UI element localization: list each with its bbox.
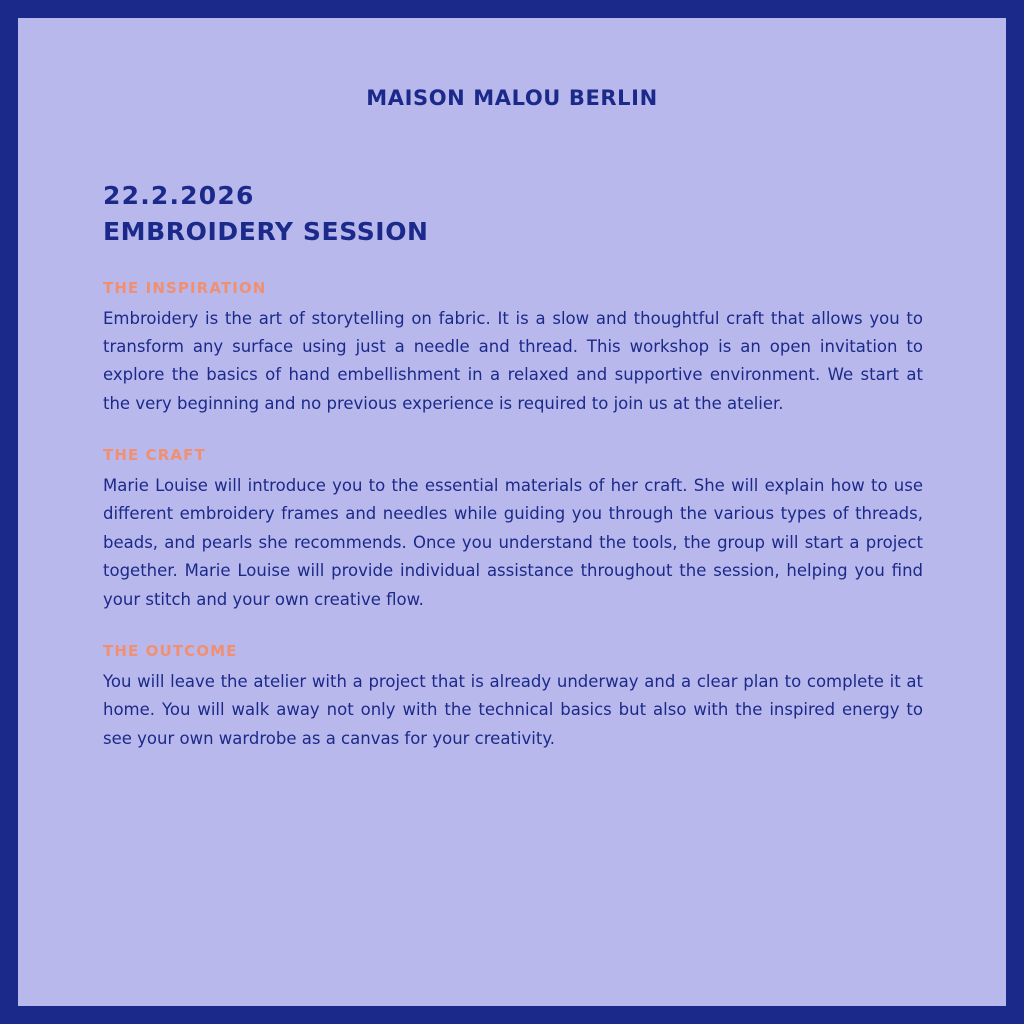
section-body: You will leave the atelier with a project that is already underway and a clear plan to complete it at home. You will walk away not only with the technical basics but also with the inspired energy to see your own wardrobe as a canvas for your creativity. bbox=[103, 671, 923, 748]
section-heading: THE CRAFT bbox=[103, 446, 206, 464]
section-inspiration bbox=[103, 279, 923, 419]
event-title: EMBROIDERY SESSION bbox=[103, 217, 429, 247]
section-body: Embroidery is the art of storytelling on fabric. It is a slow and thoughtful craft that allows you to transform any surface using just a needle and thread. This workshop is an open invitation to explore the basics of hand embellishment in a relaxed and supportive environment. We start at the very beginning and no previous experience is required to join us at the atelier. bbox=[103, 308, 923, 413]
section-body: Marie Louise will introduce you to the essential materials of her craft. She will explain how to use different embroidery frames and needles while guiding you through the various types of threads, beads, and pearls she recommends. Once you understand the tools, the group will start a project together. Marie Louise will provide individual assistance throughout the session, helping you find your stitch and your own creative flow. bbox=[103, 476, 923, 609]
event-date: 22.2.2026 bbox=[103, 181, 255, 210]
poster-card bbox=[18, 18, 1006, 1006]
section-heading: THE INSPIRATION bbox=[103, 278, 267, 297]
section-outcome bbox=[103, 642, 923, 753]
section-heading: THE OUTCOME bbox=[103, 641, 238, 660]
poster-content bbox=[103, 178, 923, 781]
brand-title: MAISON MALOU BERLIN bbox=[366, 86, 658, 110]
section-craft bbox=[103, 446, 923, 614]
